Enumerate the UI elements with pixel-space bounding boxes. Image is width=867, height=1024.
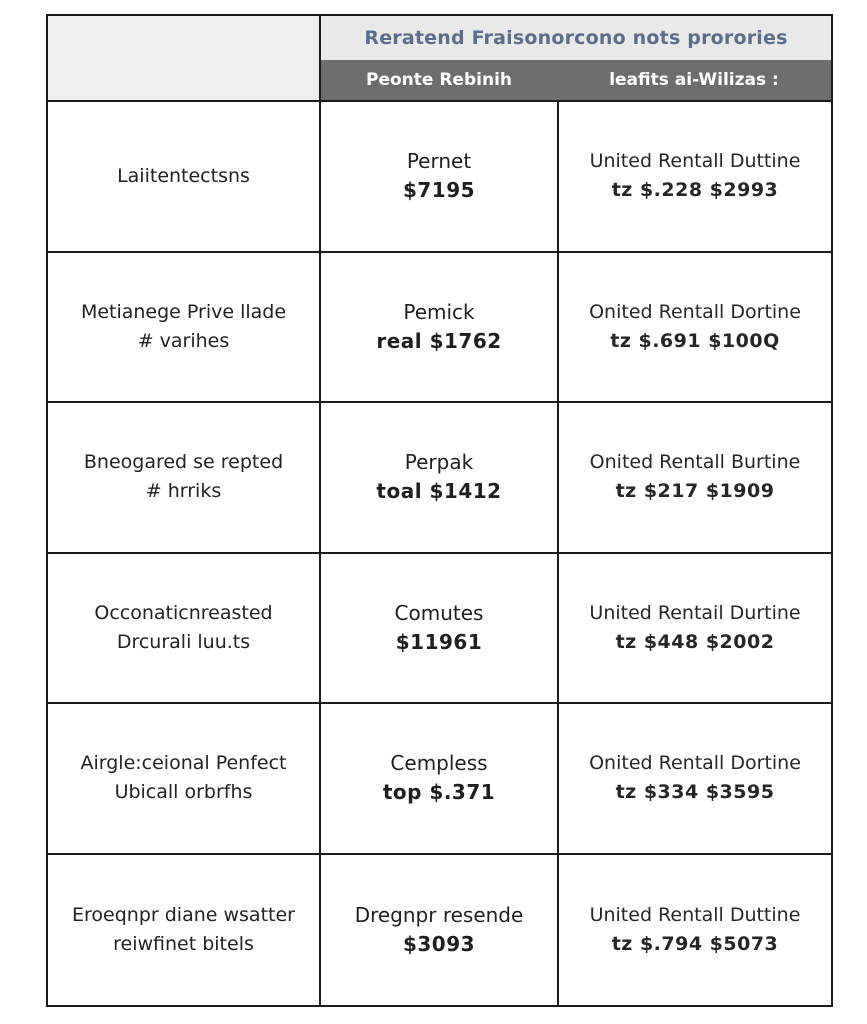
header-blank-cell bbox=[48, 16, 321, 102]
cell-text-line: $3093 bbox=[402, 931, 476, 956]
table-cell bbox=[321, 102, 559, 253]
table-cell bbox=[559, 704, 831, 855]
cell-text-line: Eroeqnpr diane wsatter bbox=[72, 903, 295, 926]
cell-text-line: Pemick bbox=[403, 299, 475, 324]
cell-text-line: Airgle:ceional Penfect bbox=[80, 752, 287, 775]
table-cell bbox=[48, 855, 321, 1006]
cell-text-line: Occonaticnreasted bbox=[94, 601, 273, 624]
cell-text-line: Laiitentectsns bbox=[117, 164, 250, 187]
cell-text-line: Comutes bbox=[394, 600, 484, 625]
cell-text-line: tz $217 $1909 bbox=[615, 480, 775, 503]
cell-text-line: Bneogared se repted bbox=[83, 451, 284, 474]
cell-text-line: Drcurali luu.ts bbox=[116, 630, 251, 653]
cell-text-line: United Rentail Durtine bbox=[589, 601, 801, 624]
header-column-3: leafits ai-Wilizas : bbox=[609, 70, 779, 90]
cell-text-line: Onited Rentall Burtine bbox=[589, 451, 801, 474]
table-cell bbox=[48, 704, 321, 855]
table-cell bbox=[321, 704, 559, 855]
header-group-title: Reratend Fraisonorcono nots prorories bbox=[321, 16, 831, 60]
table-cell bbox=[559, 403, 831, 554]
cell-text-line: real $1762 bbox=[376, 328, 502, 353]
cell-text-line: Pernet bbox=[406, 149, 472, 174]
cell-text-line: United Rentall Duttine bbox=[589, 903, 801, 926]
cell-text-line: tz $334 $3595 bbox=[615, 781, 775, 804]
cell-text-line: # varihes bbox=[137, 329, 230, 352]
table-cell bbox=[48, 253, 321, 404]
cell-text-line: tz $.228 $2993 bbox=[611, 179, 779, 202]
cell-text-line: reiwfinet bitels bbox=[113, 932, 254, 955]
header-column-2: Peonte Rebinih bbox=[366, 70, 512, 90]
cell-text-line: United Rentall Duttine bbox=[589, 150, 801, 173]
table-cell bbox=[48, 554, 321, 705]
cell-text-line: Onited Rentall Dortine bbox=[589, 300, 801, 323]
pricing-table bbox=[46, 14, 833, 1007]
table-cell bbox=[559, 554, 831, 705]
table-cell bbox=[559, 102, 831, 253]
cell-text-line: # hrriks bbox=[145, 480, 222, 503]
table-cell bbox=[321, 855, 559, 1006]
cell-text-line: Metianege Prive llade bbox=[80, 300, 287, 323]
table-cell bbox=[48, 403, 321, 554]
cell-text-line: tz $.794 $5073 bbox=[611, 932, 779, 955]
cell-text-line: top $.371 bbox=[382, 780, 496, 805]
cell-text-line: $11961 bbox=[395, 629, 483, 654]
header-subheaders bbox=[321, 60, 831, 100]
table-cell bbox=[321, 403, 559, 554]
table-cell bbox=[321, 554, 559, 705]
cell-text-line: tz $.691 $100Q bbox=[610, 329, 780, 352]
table-cell bbox=[559, 253, 831, 404]
cell-text-line: Dregnpr resende bbox=[354, 902, 524, 927]
header-group bbox=[321, 16, 831, 102]
cell-text-line: Cempless bbox=[390, 751, 488, 776]
table-cell bbox=[321, 253, 559, 404]
cell-text-line: tz $448 $2002 bbox=[615, 630, 775, 653]
cell-text-line: Onited Rentall Dortine bbox=[589, 752, 801, 775]
table-cell bbox=[48, 102, 321, 253]
cell-text-line: $7195 bbox=[402, 178, 476, 203]
cell-text-line: Perpak bbox=[404, 450, 474, 475]
cell-text-line: toal $1412 bbox=[376, 479, 502, 504]
table-cell bbox=[559, 855, 831, 1006]
cell-text-line: Ubicall orbrfhs bbox=[114, 781, 253, 804]
